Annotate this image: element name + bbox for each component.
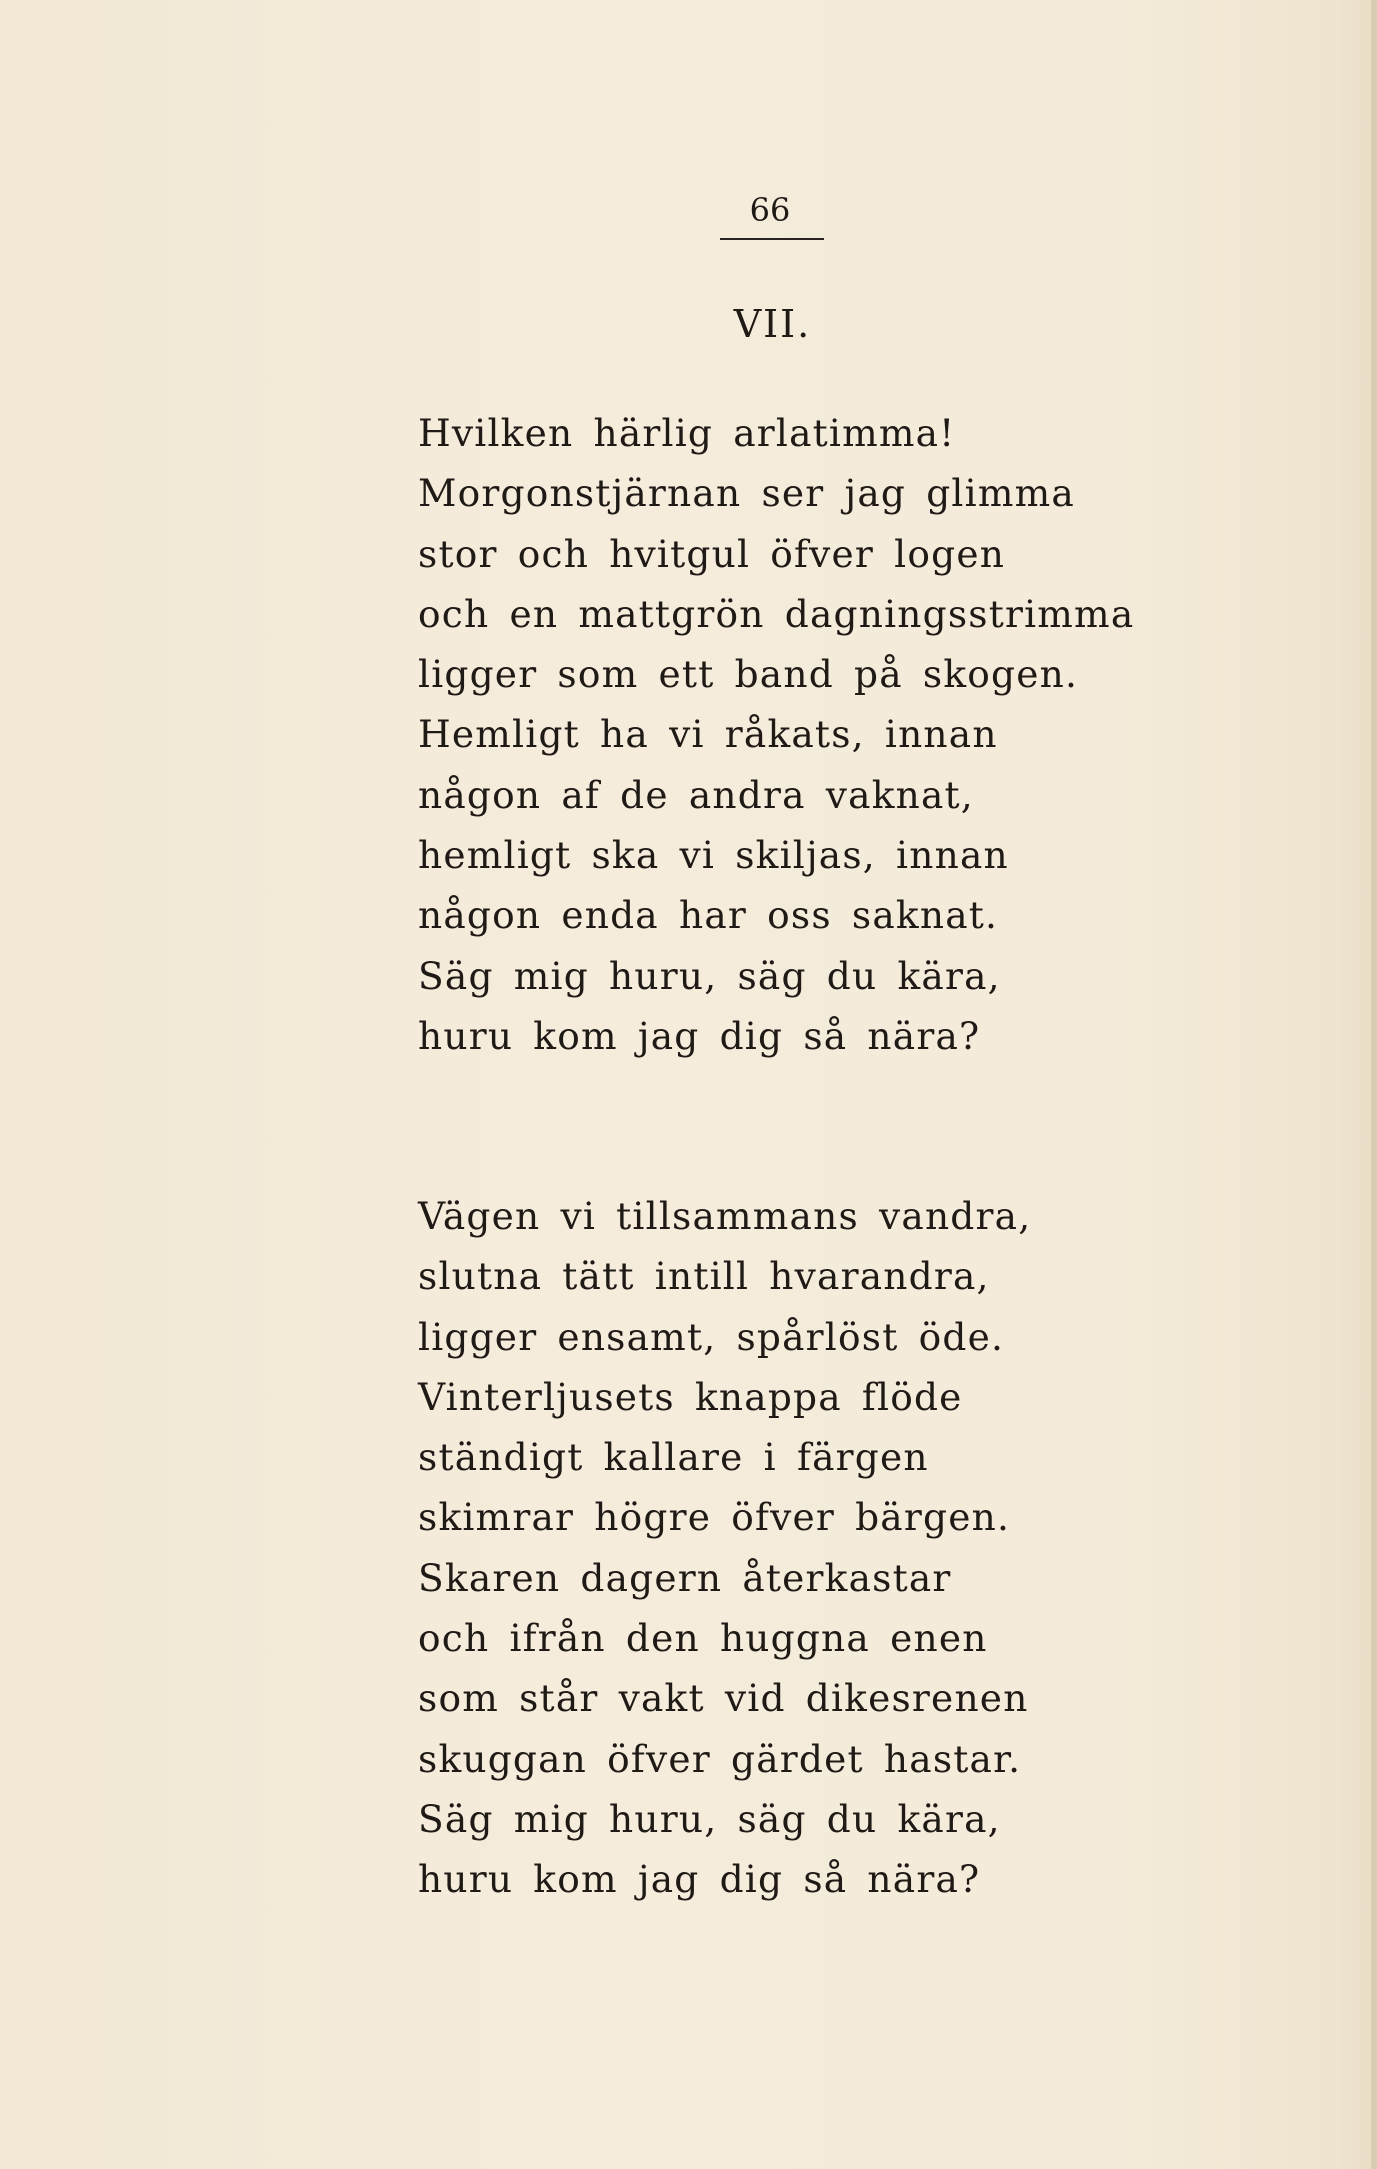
poem-line: och ifrån den huggna enen [418, 1616, 988, 1661]
poem-line: ständigt kallare i färgen [418, 1435, 929, 1480]
poem-line: huru kom jag dig så nära? [418, 1013, 981, 1058]
poem-line: någon af de andra vaknat, [418, 772, 974, 817]
poem-line: ligger ensamt, spårlöst öde. [418, 1314, 1005, 1359]
stanza-1 [418, 403, 1134, 1066]
poem-line: Vinterljusets knappa flöde [418, 1374, 963, 1419]
poem-line: Vägen vi tillsammans vandra, [418, 1194, 1032, 1238]
page-edge [1371, 0, 1377, 2169]
poem-line: huru kom jag dig så nära? [418, 1857, 981, 1902]
poem-line: slutna tätt intill hvarandra, [418, 1254, 990, 1299]
poem-line: Morgonstjärnan ser jag glimma [418, 471, 1075, 516]
poem-line: Hemligt ha vi råkats, innan [418, 712, 998, 757]
poem-line: Säg mig huru, säg du kära, [418, 953, 1001, 998]
poem-line: skimrar högre öfver bärgen. [418, 1495, 1011, 1540]
stanza-2 [418, 1186, 1031, 1910]
poem-line: och en mattgrön dagningsstrimma [418, 591, 1135, 636]
page-number-rule [720, 238, 824, 240]
poem-line: Skaren dagern återkastar [418, 1555, 952, 1600]
section-title: VII. [733, 302, 812, 346]
poem-line: ligger som ett band på skogen. [418, 652, 1079, 697]
poem-line: stor och hvitgul öfver logen [418, 531, 1006, 576]
poem-line: någon enda har oss saknat. [418, 893, 999, 938]
poem-line: skuggan öfver gärdet hastar. [418, 1736, 1022, 1781]
page-number: 66 [749, 191, 791, 229]
poem-line: som står vakt vid dikesrenen [418, 1676, 1029, 1721]
poem-line: Hvilken härlig arlatimma! [418, 411, 956, 455]
poem-line: Säg mig huru, säg du kära, [418, 1796, 1001, 1841]
poem-line: hemligt ska vi skiljas, innan [418, 833, 1009, 878]
